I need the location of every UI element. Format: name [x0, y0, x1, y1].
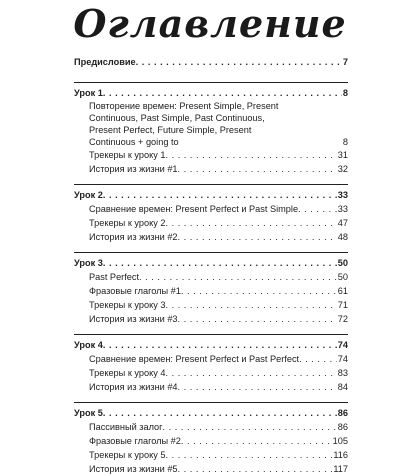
toc-entry-page: 8	[342, 137, 348, 147]
toc-entry[interactable]	[74, 312, 348, 326]
toc-entry-page: 33	[337, 190, 348, 200]
table-of-contents	[74, 52, 348, 476]
toc-entry[interactable]	[74, 434, 348, 448]
toc-entry-page: 61	[337, 286, 348, 296]
toc-entry[interactable]	[74, 270, 348, 284]
toc-entry-label: История из жизни #5	[89, 464, 178, 474]
toc-entry-label: Предисловие	[74, 57, 136, 67]
toc-entry-label: Фразовые глаголы #1	[89, 286, 181, 296]
toc-entry-page: 83	[337, 368, 348, 378]
toc-entry-label: Пассивный залог	[89, 422, 163, 432]
toc-lesson-heading[interactable]	[74, 335, 348, 352]
toc-entry-page: 47	[337, 218, 348, 228]
toc-entry-label: История из жизни #4	[89, 382, 178, 392]
toc-entry-page: 86	[337, 408, 348, 418]
toc-entry-page: 105	[332, 436, 348, 446]
toc-entry[interactable]	[74, 462, 348, 476]
leader-dots	[165, 448, 332, 462]
leader-dots	[178, 462, 333, 476]
toc-entry-label: История из жизни #1	[89, 164, 178, 174]
toc-entry-page: 116	[333, 450, 348, 460]
leader-dots	[181, 284, 337, 298]
leader-dots	[103, 188, 337, 202]
toc-entry-label: История из жизни #3	[89, 314, 178, 324]
leader-dots	[299, 352, 337, 366]
toc-entry-label: Урок 2	[74, 190, 103, 200]
toc-entry-label: Трекеры к уроку 2	[89, 218, 166, 228]
toc-entry-page: 48	[337, 232, 348, 242]
toc-entry-label: Трекеры к уроку 5	[89, 450, 166, 460]
toc-entry[interactable]	[74, 352, 348, 366]
toc-entry-page: 84	[337, 382, 348, 392]
toc-entry-page: 8	[342, 88, 348, 98]
toc-entry-label: Сравнение времен: Present Perfect и Past Simple	[89, 204, 299, 214]
leader-dots	[165, 148, 336, 162]
toc-entry-label: Фразовые глаголы #2	[89, 436, 181, 446]
toc-entry-page: 33	[337, 204, 348, 214]
leader-dots	[165, 216, 336, 230]
toc-entry-label: Урок 5	[74, 408, 103, 418]
leader-dots	[136, 55, 342, 69]
leader-dots	[165, 298, 336, 312]
toc-entry-preface[interactable]	[74, 52, 348, 82]
toc-entry-label: Трекеры к уроку 1	[89, 150, 166, 160]
toc-entry-page: 72	[337, 314, 348, 324]
toc-lesson-heading[interactable]	[74, 403, 348, 420]
toc-entry-label: Урок 1	[74, 88, 103, 98]
leader-dots	[165, 366, 336, 380]
leader-dots	[178, 380, 337, 394]
toc-entry[interactable]	[74, 420, 348, 434]
leader-dots	[103, 338, 337, 352]
toc-entry-label: Сравнение времен: Present Perfect и Past Perfect	[89, 354, 300, 364]
toc-entry[interactable]	[74, 230, 348, 244]
toc-section-lesson-3	[74, 252, 348, 334]
toc-entry-label: Трекеры к уроку 4	[89, 368, 166, 378]
leader-dots	[139, 270, 337, 284]
toc-lesson-heading[interactable]	[74, 185, 348, 202]
toc-lesson-heading[interactable]	[74, 83, 348, 100]
toc-lesson-heading[interactable]	[74, 253, 348, 270]
toc-entry[interactable]	[74, 148, 348, 162]
toc-entry-page: 7	[342, 57, 348, 67]
toc-entry-label: История из жизни #2	[89, 232, 178, 242]
toc-entry-page: 117	[333, 464, 348, 474]
leader-dots	[103, 86, 342, 100]
toc-entry-page: 50	[337, 258, 348, 268]
toc-entry-page: 50	[337, 272, 348, 282]
toc-entry[interactable]	[74, 380, 348, 394]
toc-section-lesson-2	[74, 184, 348, 252]
toc-entry[interactable]	[74, 100, 348, 148]
leader-dots	[103, 256, 337, 270]
toc-section-lesson-4	[74, 334, 348, 402]
toc-entry-page: 74	[337, 354, 348, 364]
toc-entry-label: Трекеры к уроку 3	[89, 300, 166, 310]
toc-section-lesson-1	[74, 82, 348, 184]
toc-entry-page: 71	[337, 300, 348, 310]
leader-dots	[178, 312, 337, 326]
toc-entry[interactable]	[74, 366, 348, 380]
toc-entry-page: 86	[337, 422, 348, 432]
leader-dots	[163, 420, 337, 434]
toc-entry-label: Урок 3	[74, 258, 103, 268]
toc-entry-page: 74	[337, 340, 348, 350]
toc-entry-label: Урок 4	[74, 340, 103, 350]
toc-section-lesson-5	[74, 402, 348, 476]
leader-dots	[181, 434, 332, 448]
toc-entry-tail	[74, 136, 348, 148]
leader-dots	[298, 202, 337, 216]
toc-entry-page: 32	[337, 164, 348, 174]
toc-entry[interactable]	[74, 448, 348, 462]
toc-entry-page: 31	[337, 150, 348, 160]
toc-entry[interactable]	[74, 284, 348, 298]
toc-entry[interactable]	[74, 298, 348, 312]
toc-entry[interactable]	[74, 162, 348, 176]
page-title: Оглавление	[73, 1, 347, 46]
toc-entry[interactable]	[74, 216, 348, 230]
toc-entry[interactable]	[74, 202, 348, 216]
toc-entry-label: Повторение времен: Present Simple, Present Continuous, Past Simple, Past Continuous, Present Perfect, Future Simple, Present Continuous + going to	[89, 101, 279, 147]
leader-dots	[178, 162, 337, 176]
leader-dots	[178, 230, 337, 244]
toc-entry-label: Past Perfect	[89, 272, 140, 282]
leader-dots	[103, 406, 337, 420]
